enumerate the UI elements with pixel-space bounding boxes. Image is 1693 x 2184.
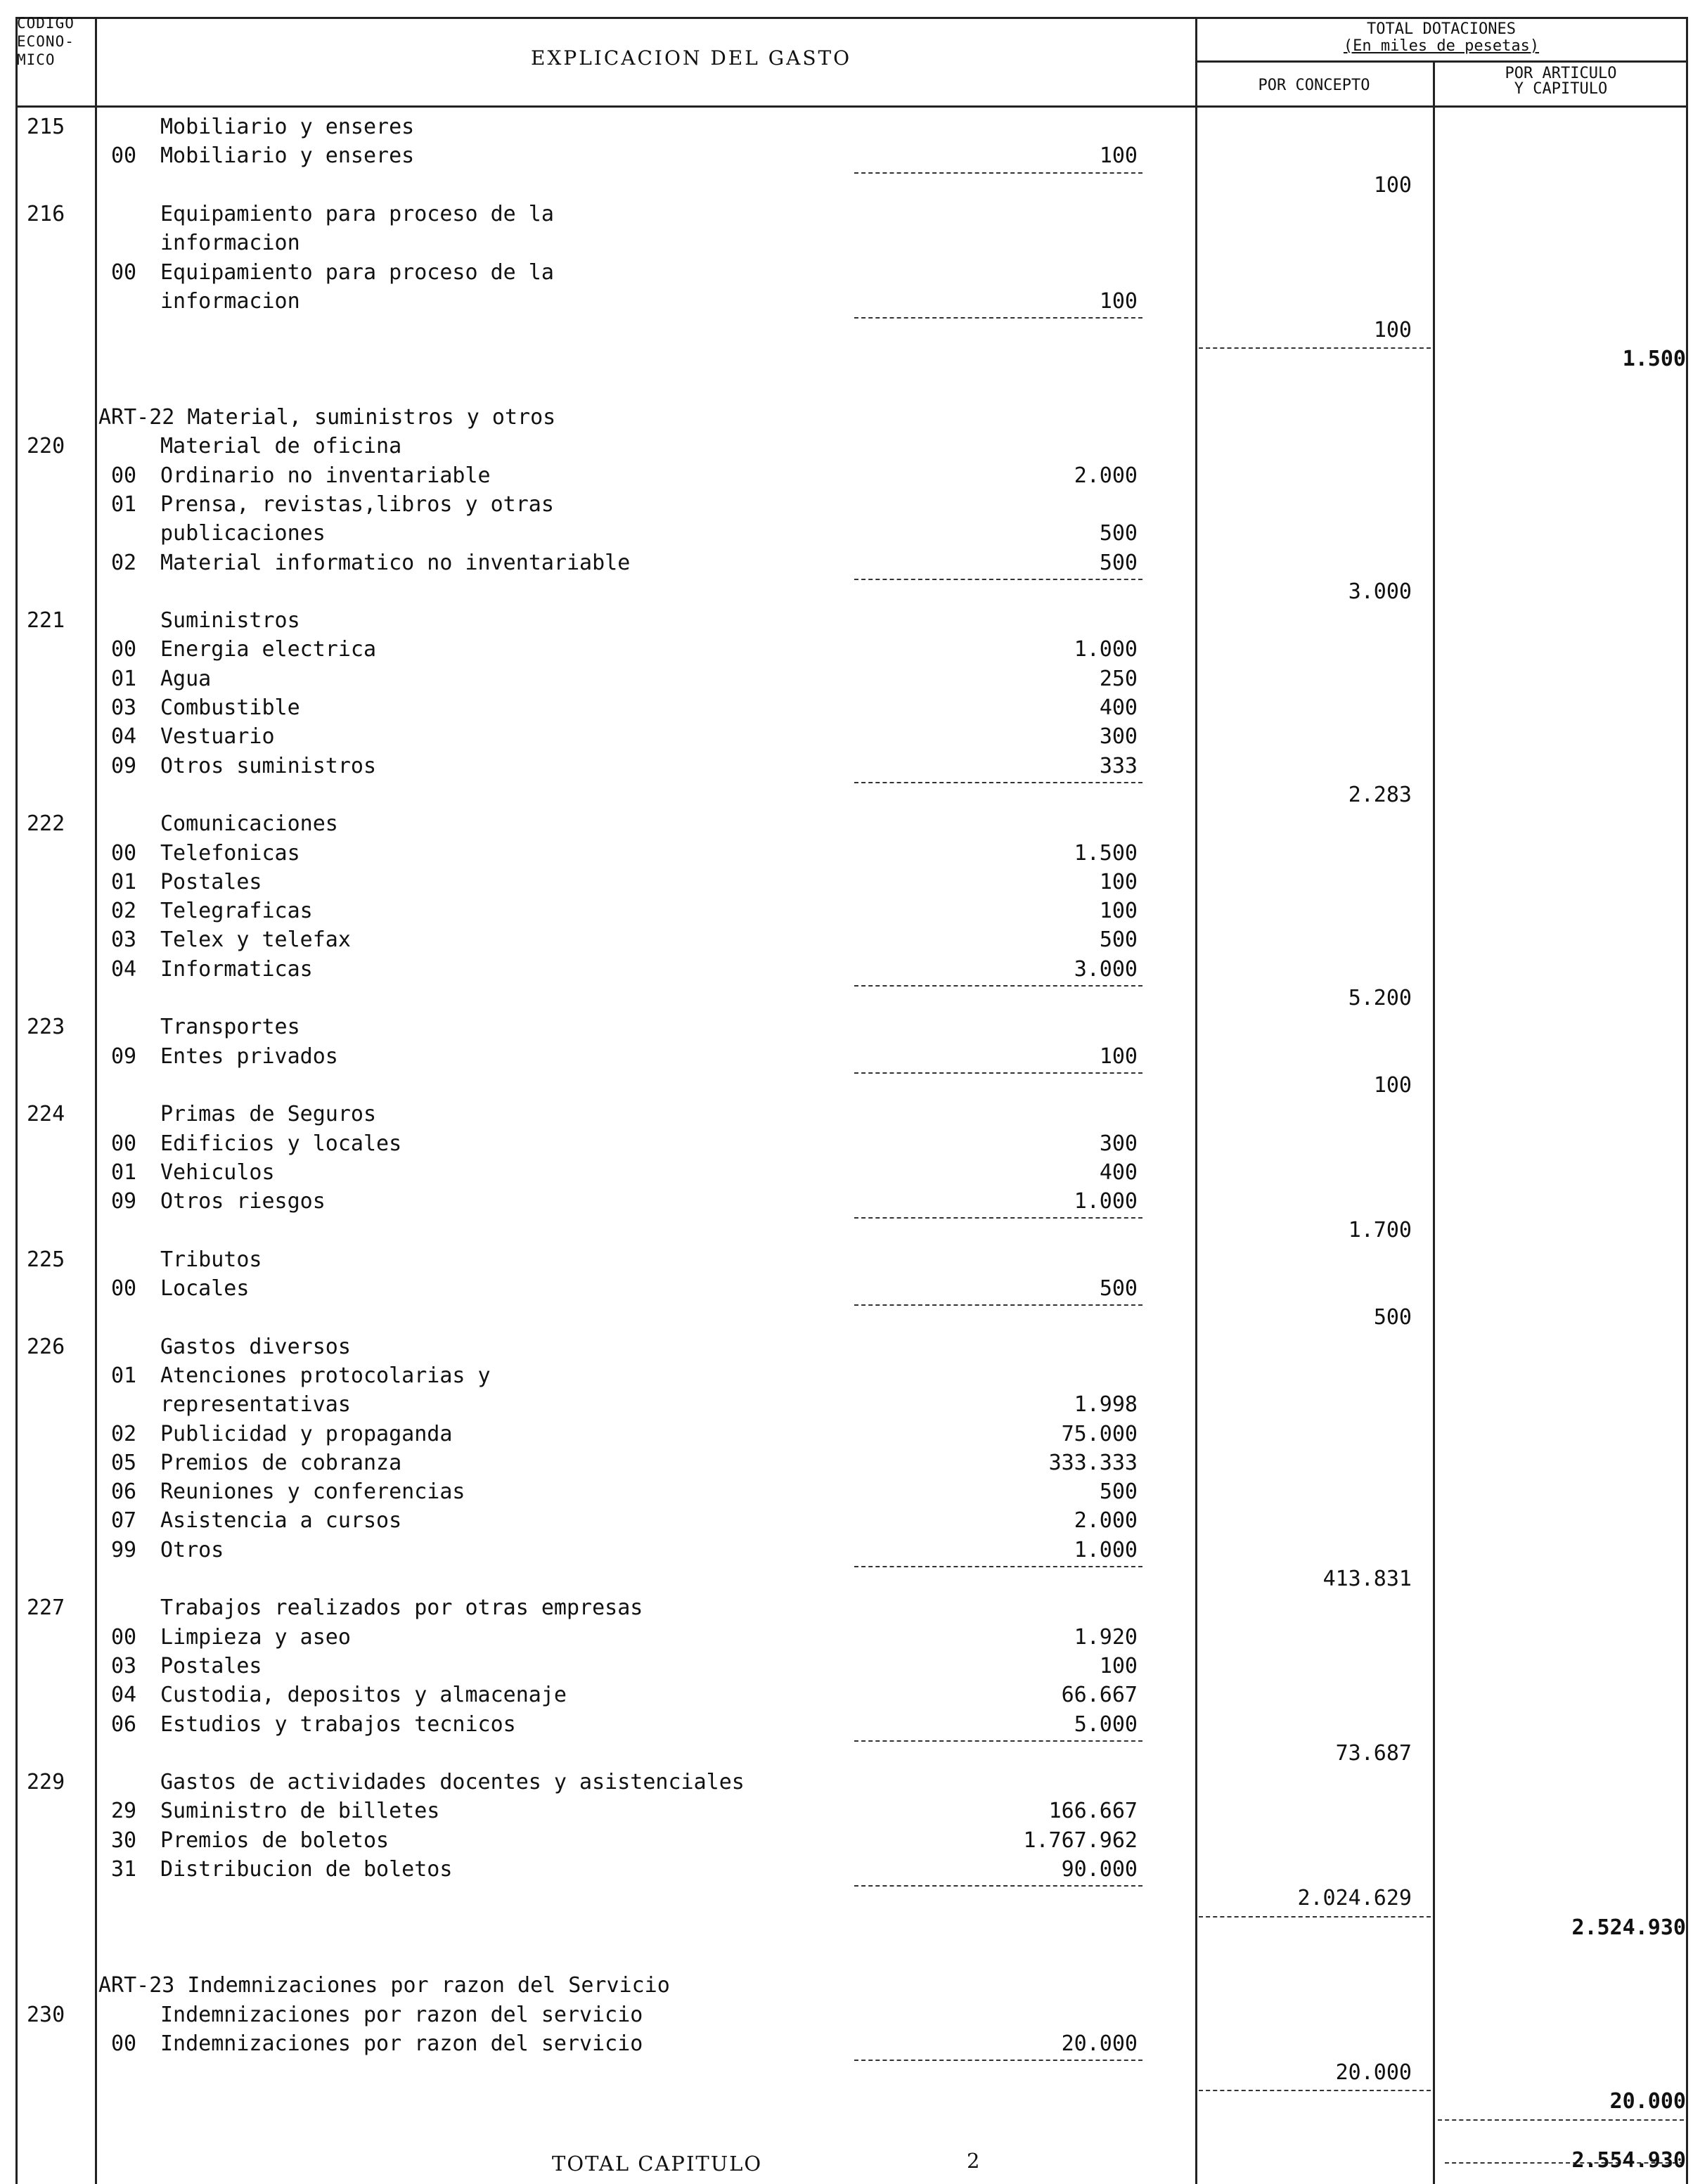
line-item-row xyxy=(0,1506,1693,1535)
article-heading-row xyxy=(0,403,1693,432)
subconcept-code: 05 xyxy=(111,1450,137,1475)
item-amount: 1.767.962 xyxy=(1023,1828,1138,1853)
line-item-row xyxy=(0,1274,1693,1303)
item-description: Postales xyxy=(160,1653,262,1678)
concept-heading-row xyxy=(0,2000,1693,2029)
code-header-line-1: CODIGO xyxy=(17,15,75,32)
line-item-row xyxy=(0,955,1693,984)
line-item-row xyxy=(0,1942,1693,1971)
total-row xyxy=(0,2146,1693,2175)
line-item-row xyxy=(0,722,1693,751)
concept-total: 20.000 xyxy=(1335,2060,1412,2086)
subconcept-code: 04 xyxy=(111,1683,137,1708)
item-description: Indemnizaciones por razon del servicio xyxy=(160,2002,643,2027)
item-amount: 1.000 xyxy=(1074,1537,1138,1562)
col-concept-header: POR CONCEPTO xyxy=(1258,77,1370,94)
subconcept-code: 09 xyxy=(111,1043,137,1069)
item-amount: 66.667 xyxy=(1061,1683,1138,1708)
subtotal-dashed-rule xyxy=(854,1304,1142,1306)
item-amount: 100 xyxy=(1099,899,1138,924)
subconcept-code: 00 xyxy=(111,1131,137,1156)
chapter-number: 2 xyxy=(967,2149,981,2173)
subtotal-dashed-rule xyxy=(854,172,1142,174)
subtotal-row xyxy=(0,171,1693,200)
total-capitulo-label: TOTAL CAPITULO xyxy=(552,2152,763,2176)
item-description: Mobiliario y enseres xyxy=(160,143,415,169)
line-item-row xyxy=(0,2029,1693,2058)
item-description: Gastos diversos xyxy=(160,1334,351,1359)
item-description: representativas xyxy=(160,1392,351,1418)
article-total: 20.000 xyxy=(1609,2089,1686,2114)
item-amount: 500 xyxy=(1099,521,1138,546)
concept-total: 413.831 xyxy=(1322,1567,1412,1591)
col-article-line-2: Y CAPITULO xyxy=(1514,80,1608,98)
line-item-row xyxy=(0,1129,1693,1158)
item-description: Ordinario no inventariable xyxy=(160,463,491,488)
item-amount: 1.000 xyxy=(1074,637,1138,662)
item-description: Edificios y locales xyxy=(160,1131,402,1156)
line-item-row xyxy=(0,490,1693,519)
concept-total: 73.687 xyxy=(1335,1740,1412,1766)
item-amount: 500 xyxy=(1099,550,1138,575)
concept-total: 1.700 xyxy=(1348,1218,1412,1243)
line-item-row xyxy=(0,839,1693,868)
line-item-row xyxy=(0,1420,1693,1448)
item-amount: 100 xyxy=(1099,288,1138,314)
line-item-row xyxy=(0,1913,1693,1942)
item-amount: 400 xyxy=(1099,695,1138,720)
line-item-row xyxy=(0,1710,1693,1739)
code-column-header xyxy=(17,14,75,69)
item-description: Transportes xyxy=(160,1015,300,1040)
concept-code: 215 xyxy=(27,115,65,139)
line-item-row xyxy=(0,461,1693,490)
line-item-row xyxy=(0,1477,1693,1506)
subconcept-code: 00 xyxy=(111,463,137,488)
subtotal-row xyxy=(0,1216,1693,1245)
code-header-line-3: MICO xyxy=(17,51,56,68)
subtotal-dashed-rule xyxy=(854,2060,1142,2061)
concept-heading-row xyxy=(0,606,1693,635)
concept-code: 223 xyxy=(27,1015,65,1040)
item-amount: 100 xyxy=(1099,1653,1138,1678)
item-description: informacion xyxy=(160,288,300,314)
concept-total: 2.024.629 xyxy=(1297,1886,1412,1911)
item-description: Telex y telefax xyxy=(160,927,351,953)
subtotal-row xyxy=(0,316,1693,345)
item-description: Custodia, depositos y almacenaje xyxy=(160,1683,567,1708)
concept-code: 230 xyxy=(27,2002,65,2027)
line-item-row xyxy=(0,1681,1693,1709)
subconcept-code: 00 xyxy=(111,1624,137,1650)
item-amount: 333.333 xyxy=(1048,1450,1138,1475)
item-amount: 2.000 xyxy=(1074,463,1138,488)
item-description: Telefonicas xyxy=(160,840,300,866)
item-description: Equipamiento para proceso de la xyxy=(160,201,554,226)
header-totals-divider xyxy=(1195,60,1687,63)
subconcept-code: 01 xyxy=(111,1363,137,1388)
article-title: ART-22 Material, suministros y otros xyxy=(98,405,556,430)
subtotal-row xyxy=(0,1071,1693,1100)
subtotal-dashed-rule xyxy=(854,1566,1142,1567)
subconcept-code: 06 xyxy=(111,1711,137,1737)
subconcept-code: 02 xyxy=(111,899,137,924)
subconcept-code: 00 xyxy=(111,1276,137,1301)
concept-total: 2.283 xyxy=(1348,782,1412,807)
line-item-row xyxy=(0,2087,1693,2116)
item-description: Limpieza y aseo xyxy=(160,1624,351,1650)
subtotal-row xyxy=(0,577,1693,606)
concept-code: 220 xyxy=(27,434,65,459)
concept-total: 500 xyxy=(1373,1305,1412,1330)
line-item-row xyxy=(0,287,1693,316)
line-item-row xyxy=(0,1855,1693,1884)
concept-code: 222 xyxy=(27,811,65,837)
item-description: Prensa, revistas,libros y otras xyxy=(160,492,554,517)
item-description: Agua xyxy=(160,666,212,691)
code-header-line-2: ECONO- xyxy=(17,33,75,50)
line-item-row xyxy=(0,548,1693,577)
line-item-row xyxy=(0,345,1693,373)
line-item-row xyxy=(0,229,1693,257)
page-title: EXPLICACION DEL GASTO xyxy=(531,46,852,70)
subconcept-code: 03 xyxy=(111,927,137,953)
line-item-row xyxy=(0,258,1693,287)
item-amount: 333 xyxy=(1099,753,1138,778)
subconcept-code: 04 xyxy=(111,956,137,982)
item-amount: 1.920 xyxy=(1074,1624,1138,1650)
subtotal-dashed-rule xyxy=(854,1072,1142,1074)
item-description: Indemnizaciones por razon del servicio xyxy=(160,2031,643,2056)
concept-code: 229 xyxy=(27,1770,65,1795)
item-description: Atenciones protocolarias y xyxy=(160,1363,491,1388)
item-amount: 100 xyxy=(1099,869,1138,894)
line-item-row xyxy=(0,1623,1693,1652)
article-total: 1.500 xyxy=(1622,347,1686,372)
subconcept-code: 00 xyxy=(111,143,137,169)
item-amount: 300 xyxy=(1099,1131,1138,1156)
subconcept-code: 29 xyxy=(111,1799,137,1824)
item-description: Otros xyxy=(160,1537,224,1562)
subconcept-code: 04 xyxy=(111,724,137,750)
line-item-row xyxy=(0,897,1693,925)
item-description: publicaciones xyxy=(160,521,326,546)
subconcept-code: 02 xyxy=(111,550,137,575)
line-item-row xyxy=(0,1652,1693,1681)
col-article-line-1: POR ARTICULO xyxy=(1505,65,1617,82)
subconcept-code: 00 xyxy=(111,259,137,285)
concept-heading-row xyxy=(0,1332,1693,1361)
subconcept-code: 09 xyxy=(111,1189,137,1214)
subconcept-code: 99 xyxy=(111,1537,137,1562)
subconcept-code: 01 xyxy=(111,666,137,691)
totals-subtitle: (En miles de pesetas) xyxy=(1343,37,1540,55)
item-amount: 1.000 xyxy=(1074,1189,1138,1214)
concept-heading-row xyxy=(0,1100,1693,1129)
subconcept-code: 01 xyxy=(111,492,137,517)
article-heading-row xyxy=(0,1971,1693,2000)
item-description: Postales xyxy=(160,869,262,894)
line-item-row xyxy=(0,1042,1693,1071)
subconcept-code: 31 xyxy=(111,1857,137,1882)
concept-code: 225 xyxy=(27,1247,65,1272)
line-item-row xyxy=(0,2116,1693,2145)
item-description: Otros riesgos xyxy=(160,1189,326,1214)
item-description: informacion xyxy=(160,231,300,256)
line-item-row xyxy=(0,1390,1693,1419)
line-item-row xyxy=(0,664,1693,693)
item-amount: 100 xyxy=(1099,1043,1138,1069)
concept-heading-row xyxy=(0,809,1693,838)
item-description: Tributos xyxy=(160,1247,262,1272)
item-description: Estudios y trabajos tecnicos xyxy=(160,1711,516,1737)
item-description: Material informatico no inventariable xyxy=(160,550,631,575)
subconcept-code: 30 xyxy=(111,1828,137,1853)
item-description: Suministros xyxy=(160,608,300,634)
subconcept-code: 01 xyxy=(111,1160,137,1185)
item-description: Gastos de actividades docentes y asistenciales xyxy=(160,1770,745,1795)
item-amount: 20.000 xyxy=(1061,2031,1138,2056)
concept-heading-row xyxy=(0,432,1693,461)
col-article-header xyxy=(1434,66,1687,97)
line-item-row xyxy=(0,1158,1693,1187)
line-item-row xyxy=(0,1826,1693,1855)
item-amount: 1.500 xyxy=(1074,840,1138,866)
item-description: Combustible xyxy=(160,695,300,720)
concept-total: 100 xyxy=(1373,318,1412,343)
item-amount: 75.000 xyxy=(1061,1421,1138,1446)
item-description: Distribucion de boletos xyxy=(160,1857,453,1882)
item-amount: 500 xyxy=(1099,1479,1138,1505)
item-description: Locales xyxy=(160,1276,250,1301)
item-description: Asistencia a cursos xyxy=(160,1508,402,1534)
item-amount: 5.000 xyxy=(1074,1711,1138,1737)
line-item-row xyxy=(0,1536,1693,1565)
item-description: Equipamiento para proceso de la xyxy=(160,259,554,285)
item-amount: 100 xyxy=(1099,143,1138,169)
item-amount: 166.667 xyxy=(1048,1799,1138,1824)
item-description: Trabajos realizados por otras empresas xyxy=(160,1595,643,1621)
item-amount: 250 xyxy=(1099,666,1138,691)
subtotal-dashed-rule xyxy=(854,985,1142,987)
subtotal-dashed-rule xyxy=(854,1217,1142,1219)
concept-code: 226 xyxy=(27,1334,65,1359)
line-item-row xyxy=(0,693,1693,722)
subconcept-code: 06 xyxy=(111,1479,137,1505)
subconcept-code: 09 xyxy=(111,753,137,778)
item-amount: 2.000 xyxy=(1074,1508,1138,1534)
subtotal-dashed-rule xyxy=(854,782,1142,783)
subtotal-row xyxy=(0,781,1693,809)
subconcept-code: 02 xyxy=(111,1421,137,1446)
item-description: Premios de boletos xyxy=(160,1828,390,1853)
concept-heading-row xyxy=(0,113,1693,141)
concept-total: 3.000 xyxy=(1348,579,1412,604)
concept-total: 100 xyxy=(1373,1072,1412,1098)
total-value: 2.554.930 xyxy=(1571,2148,1686,2173)
subtotal-dashed-rule xyxy=(854,1740,1142,1742)
subtotal-row xyxy=(0,2058,1693,2087)
subconcept-code: 03 xyxy=(111,1653,137,1678)
line-item-row xyxy=(0,868,1693,897)
line-item-row xyxy=(0,635,1693,664)
item-amount: 400 xyxy=(1099,1160,1138,1185)
header-top-rule xyxy=(15,17,1687,19)
subconcept-code: 03 xyxy=(111,695,137,720)
item-amount: 500 xyxy=(1099,927,1138,953)
line-item-row xyxy=(0,519,1693,548)
concept-heading-row xyxy=(0,1593,1693,1622)
item-description: Material de oficina xyxy=(160,434,402,459)
item-description: Reuniones y conferencias xyxy=(160,1479,465,1505)
article-total: 2.524.930 xyxy=(1571,1915,1686,1940)
concept-heading-row xyxy=(0,1768,1693,1797)
line-item-row xyxy=(0,752,1693,781)
line-item-row xyxy=(0,1448,1693,1477)
item-description: Publicidad y propaganda xyxy=(160,1421,453,1446)
subconcept-code: 01 xyxy=(111,869,137,894)
subconcept-code: 00 xyxy=(111,840,137,866)
subtotal-dashed-rule xyxy=(854,317,1142,319)
subtotal-row xyxy=(0,1884,1693,1913)
line-item-row xyxy=(0,925,1693,954)
subtotal-row xyxy=(0,1565,1693,1593)
item-description: Comunicaciones xyxy=(160,811,338,837)
line-item-row xyxy=(0,374,1693,403)
subconcept-code: 00 xyxy=(111,637,137,662)
item-description: Mobiliario y enseres xyxy=(160,115,415,139)
item-description: Primas de Seguros xyxy=(160,1102,377,1127)
totals-header xyxy=(1195,21,1687,55)
concept-total: 5.200 xyxy=(1348,986,1412,1010)
header-bottom-rule xyxy=(15,105,1687,108)
concept-code: 227 xyxy=(27,1595,65,1621)
item-description: Suministro de billetes xyxy=(160,1799,440,1824)
subconcept-code: 00 xyxy=(111,2031,137,2056)
concept-code: 221 xyxy=(27,608,65,634)
item-description: Otros suministros xyxy=(160,753,377,778)
subtotal-row xyxy=(0,1739,1693,1768)
concept-heading-row xyxy=(0,200,1693,229)
line-item-row xyxy=(0,141,1693,170)
concept-heading-row xyxy=(0,1013,1693,1041)
concept-heading-row xyxy=(0,1245,1693,1274)
subconcept-code: 07 xyxy=(111,1508,137,1534)
item-amount: 500 xyxy=(1099,1276,1138,1301)
item-amount: 3.000 xyxy=(1074,956,1138,982)
item-amount: 300 xyxy=(1099,724,1138,750)
item-description: Energia electrica xyxy=(160,637,377,662)
subtotal-row xyxy=(0,1303,1693,1332)
concept-code: 216 xyxy=(27,201,65,226)
subtotal-row xyxy=(0,984,1693,1013)
item-amount: 90.000 xyxy=(1061,1857,1138,1882)
item-amount: 1.998 xyxy=(1074,1392,1138,1418)
item-description: Entes privados xyxy=(160,1043,338,1069)
concept-total: 100 xyxy=(1373,172,1412,198)
article-title: ART-23 Indemnizaciones por razon del Servicio xyxy=(98,1973,670,1998)
item-description: Vehiculos xyxy=(160,1160,275,1185)
item-description: Telegraficas xyxy=(160,899,313,924)
item-description: Vestuario xyxy=(160,724,275,750)
line-item-row xyxy=(0,1797,1693,1825)
totals-title: TOTAL DOTACIONES xyxy=(1367,20,1516,38)
subtotal-dashed-rule xyxy=(854,1885,1142,1887)
line-item-row xyxy=(0,1361,1693,1390)
concept-code: 224 xyxy=(27,1102,65,1127)
item-description: Informaticas xyxy=(160,956,313,982)
item-description: Premios de cobranza xyxy=(160,1450,402,1475)
line-item-row xyxy=(0,1187,1693,1216)
subtotal-dashed-rule xyxy=(854,579,1142,580)
